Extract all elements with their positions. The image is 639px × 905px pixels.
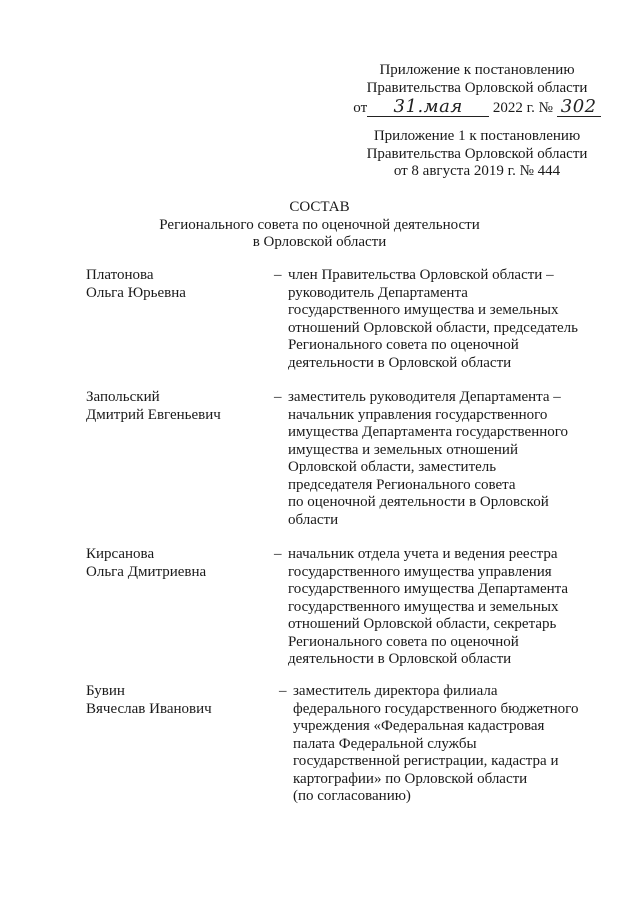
role-line: палата Федеральной службы xyxy=(293,735,477,752)
role-line: по оценочной деятельности в Орловской xyxy=(288,494,549,510)
role-line: деятельности в Орловской области xyxy=(288,354,512,371)
appendix-header xyxy=(352,62,602,118)
role-line: Орловской области, заместитель xyxy=(288,459,497,475)
role-line: председателя Регионального совета xyxy=(288,476,516,493)
role-line: руководитель Департамента xyxy=(288,284,468,301)
title-subheading: Регионального совета по оценочной деятельности xyxy=(159,216,480,233)
member-dash: – xyxy=(274,546,282,562)
handwritten-number: 302 xyxy=(560,96,597,117)
member-name xyxy=(86,267,266,302)
member-role xyxy=(288,267,588,372)
handwritten-date: 31.мая xyxy=(393,96,463,117)
role-line: Регионального совета по оценочной xyxy=(288,337,519,353)
role-line: картографии» по Орловской области xyxy=(293,770,528,787)
role-line: государственного имущества и земельных xyxy=(288,302,559,318)
role-line: государственного имущества Департамента xyxy=(288,581,569,597)
member-given-name: Ольга Юрьевна xyxy=(86,284,186,301)
member-given-name: Вячеслав Иванович xyxy=(86,700,212,717)
role-line: начальник управления государственного xyxy=(288,406,548,423)
role-line: деятельности в Орловской области xyxy=(288,651,512,667)
member-given-name: Ольга Дмитриевна xyxy=(86,563,207,580)
member-surname: Кирсанова xyxy=(86,546,155,562)
role-line: учреждения «Федеральная кадастровая xyxy=(293,718,545,734)
role-line: федерального государственного бюджетного xyxy=(293,700,579,717)
member-surname: Платонова xyxy=(86,267,154,283)
role-line: отношений Орловской области, секретарь xyxy=(288,616,557,632)
title-heading: СОСТАВ xyxy=(289,199,350,215)
member-role xyxy=(293,683,593,806)
number-field xyxy=(557,96,601,117)
date-suffix: 2022 г. № xyxy=(492,100,553,116)
member-name xyxy=(86,683,266,718)
appendix-date-line xyxy=(352,96,602,118)
appendix-1-line: Правительства Орловской области xyxy=(366,145,588,162)
title-subheading: в Орловской области xyxy=(252,234,387,250)
member-dash: – xyxy=(274,389,282,405)
date-prefix: от xyxy=(353,100,368,116)
role-line: заместитель руководителя Департамента – xyxy=(288,389,561,405)
role-line: области xyxy=(288,511,339,528)
member-given-name: Дмитрий Евгеньевич xyxy=(86,406,221,423)
member-name xyxy=(86,389,266,424)
role-line: имущества Департамента государственного xyxy=(288,424,569,440)
appendix-header-line: Приложение к постановлению xyxy=(379,62,575,78)
role-line: начальник отдела учета и ведения реестра xyxy=(288,546,558,562)
appendix-1-line: от 8 августа 2019 г. № 444 xyxy=(393,163,561,179)
role-line: член Правительства Орловской области – xyxy=(288,267,554,283)
role-line: (по согласованию) xyxy=(293,788,411,804)
member-surname: Запольский xyxy=(86,389,160,405)
member-role xyxy=(288,389,588,529)
appendix-1-header xyxy=(352,128,602,181)
document-title xyxy=(0,199,639,252)
role-line: государственного имущества и земельных xyxy=(288,598,559,615)
member-surname: Бувин xyxy=(86,683,125,699)
role-line: Регионального совета по оценочной xyxy=(288,633,519,650)
role-line: заместитель директора филиала xyxy=(293,683,498,699)
role-line: имущества и земельных отношений xyxy=(288,441,518,458)
appendix-header-line: Правительства Орловской области xyxy=(366,79,588,96)
member-name xyxy=(86,546,266,581)
member-dash: – xyxy=(279,683,287,699)
appendix-1-line: Приложение 1 к постановлению xyxy=(373,128,581,144)
role-line: отношений Орловской области, председатель xyxy=(288,319,579,336)
role-line: государственного имущества управления xyxy=(288,563,552,580)
member-role xyxy=(288,546,588,669)
member-dash: – xyxy=(274,267,282,283)
role-line: государственной регистрации, кадастра и xyxy=(293,753,559,769)
date-field xyxy=(367,96,489,117)
